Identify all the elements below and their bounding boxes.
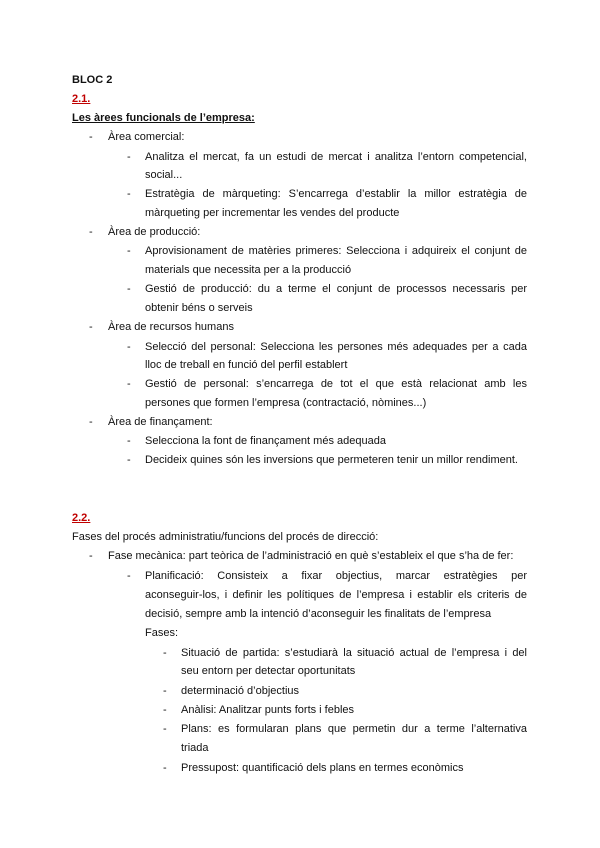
bullet-dash: - [127,188,131,200]
list-item-cont: màrqueting per incrementar les vendes del producte [145,207,400,219]
list-item: Estratègia de màrqueting: S’encarrega d’establir la millor estratègia de [145,188,527,200]
bullet-dash: - [89,416,93,428]
bullet-dash: - [163,762,167,774]
subfase-item: Pressupost: quantificació dels plans en termes econòmics [181,762,464,774]
list-item: Gestió de producció: du a terme el conjunt de processos necessaris per [145,283,527,295]
section-2-2-number: 2.2. [72,512,91,524]
list-item-cont: obtenir béns o serveis [145,302,253,314]
area-label: Àrea de recursos humans [108,321,234,333]
section-2-1-title: Les àrees funcionals de l’empresa: [72,112,255,124]
list-item: Decideix quines són les inversions que permeteren tenir un millor rendiment. [145,454,518,466]
subfase-item: Situació de partida: s’estudiarà la situació actual de l’empresa i del [181,647,527,659]
subfase-item-cont: seu entorn per detectar oportunitats [181,665,356,677]
list-item-cont: persones que formen l’empresa (contractació, nòmines...) [145,397,427,409]
area-label: Àrea comercial: [108,131,185,143]
subfase-item: Plans: es formularan plans que permetin dur a terme l’alternativa [181,723,527,735]
bullet-dash: - [163,704,167,716]
bullet-dash: - [89,131,93,143]
bullet-dash: - [89,321,93,333]
list-item: Selecció del personal: Selecciona les persones més adequades per a cada [145,341,527,353]
list-item-cont: lloc de treball en funció del perfil establert [145,359,348,371]
list-item: Selecciona la font de finançament més adequada [145,435,386,447]
bullet-dash: - [127,245,131,257]
section-2-1-number: 2.1. [72,93,91,105]
list-item: Aprovisionament de matèries primeres: Selecciona i adquireix el conjunt de [145,245,527,257]
list-item: Analitza el mercat, fa un estudi de mercat i analitza l’entorn competencial, [145,151,527,163]
bullet-dash: - [163,685,167,697]
list-item-cont: materials que necessita per a la producció [145,264,352,276]
area-label: Àrea de finançament: [108,416,213,428]
bullet-dash: - [89,550,93,562]
area-label: Àrea de producció: [108,226,201,238]
bullet-dash: - [163,723,167,735]
bullet-dash: - [163,647,167,659]
list-item-cont: social... [145,169,183,181]
fases-label: Fases: [145,627,179,639]
bullet-dash: - [127,454,131,466]
planificacio-cont: decisió, sempre amb la intenció d’aconseguir les finalitats de l’empresa [145,608,492,620]
bullet-dash: - [127,378,131,390]
bullet-dash: - [127,151,131,163]
subfase-item: Anàlisi: Analitzar punts forts i febles [181,704,355,716]
subfase-item: determinació d’objectius [181,685,300,697]
subfase-item-cont: triada [181,742,209,754]
bullet-dash: - [127,435,131,447]
bullet-dash: - [127,341,131,353]
bloc-heading: BLOC 2 [72,74,113,86]
section-2-2-intro: Fases del procés administratiu/funcions del procés de direcció: [72,531,379,543]
bullet-dash: - [89,226,93,238]
list-item: Gestió de personal: s’encarrega de tot el que està relacionat amb les [145,378,527,390]
planificacio-cont: aconseguir-los, i definir les polítiques de l’empresa i establir els criteris de [145,589,527,601]
bullet-dash: - [127,570,131,582]
bullet-dash: - [127,283,131,295]
planificacio: Planificació: Consisteix a fixar objectius, marcar estratègies per [145,570,527,582]
fase-mecanica: Fase mecànica: part teòrica de l’administració en què s’estableix el que s’ha de fer: [108,550,514,562]
